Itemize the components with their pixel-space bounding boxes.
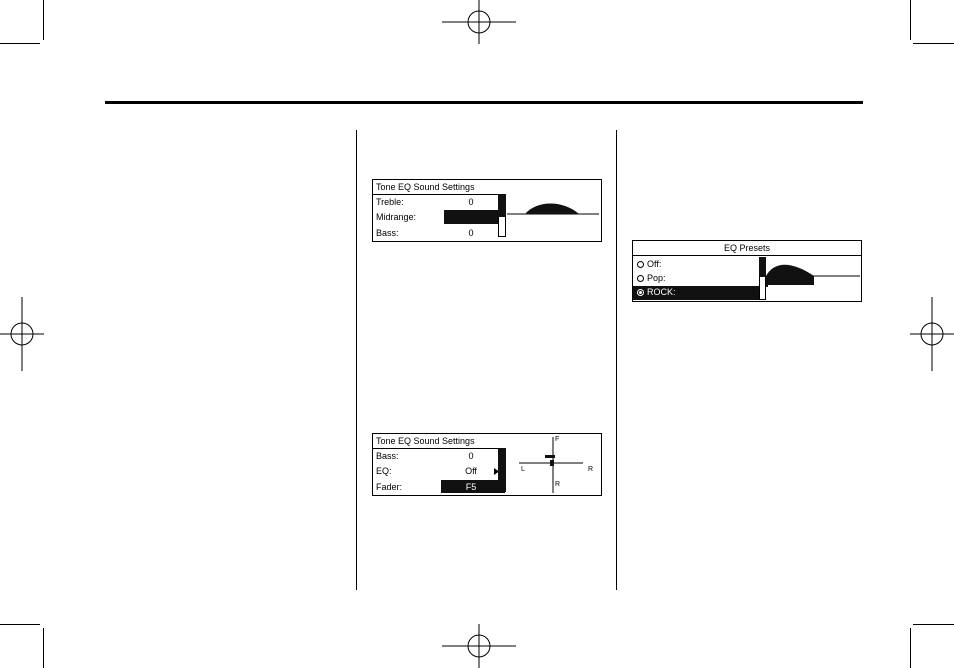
- fader-label[interactable]: Fader:: [376, 482, 403, 492]
- title-rule: [633, 255, 861, 256]
- front-label: F: [555, 436, 560, 443]
- left-label: L: [521, 466, 525, 473]
- registration-mark-icon: [0, 297, 44, 371]
- registration-mark-icon: [442, 624, 516, 668]
- preset-pop-label[interactable]: Pop:: [647, 273, 666, 283]
- scrollbar-thumb[interactable]: [498, 194, 506, 217]
- rock-radio-icon[interactable]: [637, 289, 644, 296]
- balance-fader-graphic: [519, 437, 585, 493]
- eq-presets-screen: [632, 240, 862, 302]
- scrollbar-thumb[interactable]: [759, 257, 766, 277]
- screen-title: Tone EQ Sound Settings: [376, 436, 475, 446]
- treble-value[interactable]: 0: [468, 197, 474, 207]
- header-rule: [105, 101, 863, 104]
- crop-mark: [910, 0, 911, 40]
- tone-fader-screen: [372, 433, 602, 496]
- screen-title: Tone EQ Sound Settings: [376, 182, 475, 192]
- bass-value[interactable]: 0: [468, 228, 474, 238]
- column-divider: [616, 130, 617, 590]
- screen-title: EQ Presets: [723, 243, 770, 253]
- rear-label: R: [555, 481, 561, 488]
- crop-mark: [913, 43, 954, 44]
- midrange-label[interactable]: Midrange:: [376, 212, 417, 222]
- eq-value[interactable]: Off: [465, 466, 477, 476]
- crop-mark: [0, 624, 40, 625]
- pop-radio-icon[interactable]: [637, 275, 644, 282]
- preset-off-label[interactable]: Off:: [647, 259, 662, 269]
- crop-mark: [913, 624, 954, 625]
- eq-curve-graphic: [507, 198, 599, 222]
- preset-rock-label[interactable]: ROCK:: [647, 287, 676, 297]
- right-label: R: [588, 466, 594, 473]
- title-rule: [373, 448, 506, 449]
- off-radio-icon[interactable]: [637, 261, 644, 268]
- title-rule: [373, 194, 506, 195]
- treble-label: Treble:: [376, 197, 404, 207]
- scrollbar-thumb[interactable]: [498, 448, 506, 492]
- crop-mark: [43, 0, 44, 40]
- midrange-highlight: [444, 210, 499, 224]
- eq-label: EQ:: [376, 466, 392, 476]
- registration-mark-icon: [442, 0, 516, 44]
- fader-value[interactable]: F5: [465, 482, 477, 492]
- tone-midrange-screen: [372, 179, 602, 242]
- crop-mark: [43, 628, 44, 668]
- bass-label: Bass:: [376, 451, 399, 461]
- registration-mark-icon: [910, 297, 954, 371]
- crop-mark: [0, 43, 40, 44]
- column-divider: [356, 130, 357, 590]
- bass-value[interactable]: 0: [468, 451, 474, 461]
- crop-mark: [910, 628, 911, 668]
- bass-label: Bass:: [376, 228, 399, 238]
- eq-curve-graphic: [766, 259, 860, 287]
